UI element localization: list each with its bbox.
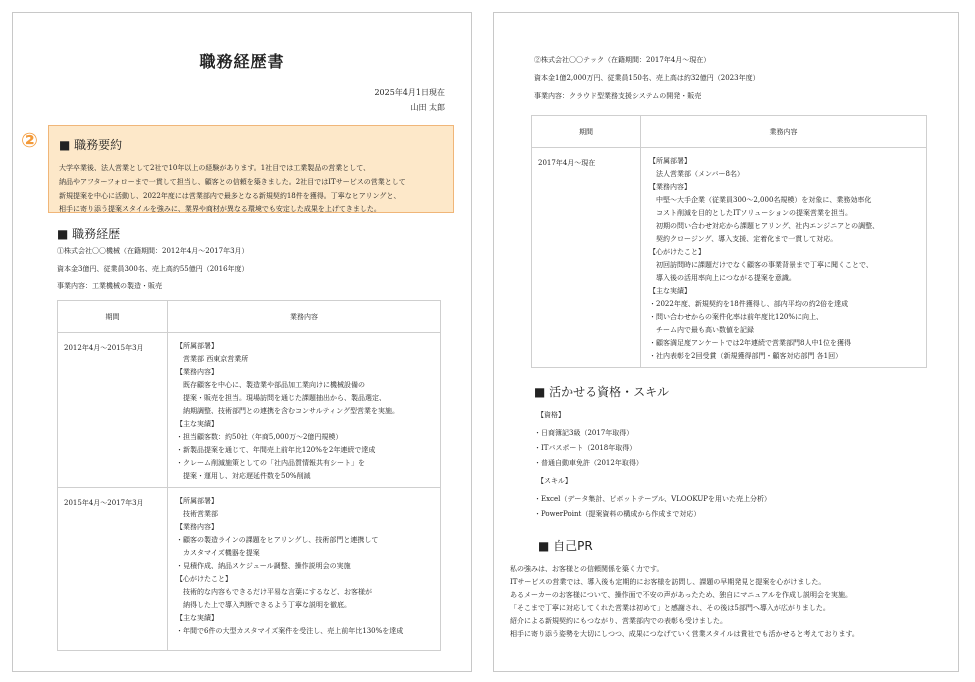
document-title: 職務経歴書 <box>199 52 285 71</box>
history-heading: ■ 職務経歴 <box>57 227 121 241</box>
qualifications-list: ・日商簿記3級（2017年取得） ・ITパスポート（2018年取得） ・普通自動車免許（2012年取得） <box>534 429 643 467</box>
qualifications-label: 【資格】 <box>537 411 565 419</box>
company-2-table <box>531 115 927 368</box>
document-date: 2025年4月1日現在 <box>374 88 445 97</box>
table-row <box>58 488 441 651</box>
row-period: 2017年4月〜現在 <box>532 148 641 368</box>
row-period: 2012年4月〜2015年3月 <box>58 333 168 488</box>
row-period: 2015年4月〜2017年3月 <box>58 488 168 651</box>
resume-page-2 <box>493 12 959 672</box>
table-row <box>532 148 927 368</box>
company-2-name: ②株式会社〇〇テック（在籍期間：2017年4月〜現在） <box>534 56 711 64</box>
company-1-name: ①株式会社〇〇機械（在籍期間：2012年4月〜2017年3月） <box>57 247 249 255</box>
company-1-business: 事業内容：工業機械の製造・販売 <box>57 282 162 290</box>
company-1-capital: 資本金3億円、従業員300名、売上高約55億円（2016年度） <box>57 265 249 273</box>
skills-list: ・Excel（データ集計、ピボットテーブル、VLOOKUPを用いた売上分析） ・PowerPoint（提案資料の構成から作成まで対応） <box>534 495 771 518</box>
summary-box <box>48 125 454 213</box>
document-date-block <box>374 85 445 115</box>
company-2-capital: 資本金1億2,000万円、従業員150名、売上高は約32億円（2023年度） <box>534 74 760 82</box>
pr-heading: ■ 自己PR <box>538 539 593 553</box>
summary-heading: ■ 職務要約 <box>59 138 123 152</box>
skills-label: 【スキル】 <box>537 477 572 485</box>
applicant-name: 山田 太郎 <box>410 103 445 112</box>
table-row <box>58 333 441 488</box>
row-content: 【所属部署】 法人営業部（メンバー8名） 【業務内容】 中堅〜大手企業（従業員300〜2,000名規模）を対象に、業務効率化 コスト削減を目的としたITソリューションの提案営業を担当。 初期の問い合わせ対応から課題ヒアリング、社内エンジニアとの調整、 契約クロージング、導入支援、定着化まで一貫して対応。 【心がけたこと】 初回訪問時に課題だけでなく顧客の事業背景まで丁寧に聞くことで、 導入後の活用率向上につながる提案を意識。 【主な実績】 ・2022年度、新規契約を18件獲得し、部内平均の約2倍を達成 ・問い合わせからの案件化率は前年度比120%に向上、 チーム内で最も高い数値を記録 ・顧客満足度アンケートでは2年連続で営業部門8人中1位を獲得 ・社内表彰を2回受賞（新規獲得部門・顧客対応部門 各1回） <box>641 148 927 368</box>
skills-heading: ■ 活かせる資格・スキル <box>534 385 670 399</box>
col-period: 期間 <box>532 116 641 148</box>
col-content: 業務内容 <box>168 301 441 333</box>
company-2-business: 事業内容：クラウド型業務支援システムの開発・販売 <box>534 92 702 100</box>
pr-body: 私の強みは、お客様との信頼関係を築く力です。 ITサービスの営業では、導入後も定期的にお客様を訪問し、課題の早期発見と提案を心がけました。 あるメーカーのお客様について、操作面で不安の声があったため、独自にマニュアルを作成し説明会を実施。 「そこまで丁寧に対応してくれた営業は初めて」と感謝され、その後は5部門へ導入が広がりました。 紹介による新規契約にもつながり、営業部内での表彰も受けました。 相手に寄り添う姿勢を大切にしつつ、成果につなげていく営業スタイルは貴社でも活かせると考えております。 <box>510 565 859 638</box>
resume-page-1 <box>12 12 472 672</box>
col-period: 期間 <box>58 301 168 333</box>
row-content: 【所属部署】 技術営業部 【業務内容】 ・顧客の製造ラインの課題をヒアリングし、技術部門と連携して カスタマイズ機器を提案 ・見積作成、納品スケジュール調整、操作説明会の実施 【心がけたこと】 技術的な内容もできるだけ平易な言葉にするなど、お客様が 納得した上で導入判断できるよう丁寧な説明を徹底。 【主な実績】 ・年間で6件の大型カスタマイズ案件を受注し、売上前年比130%を達成 <box>168 488 441 651</box>
summary-body: 大学卒業後、法人営業として2社で10年以上の経験があります。1社目では工業製品の営業として、 納品やアフターフォローまで一貫して担当し、顧客との信頼を築きました。2社目ではITサービスの営業として 新規提案を中心に活動し、2022年度には営業部内で最多となる新規契約18件を獲得。丁寧なヒアリングと、 相手に寄り添う提案スタイルを強みに、業界や商材が異なる環境でも安定した成果を上げてきました。 <box>59 164 406 214</box>
section-marker-icon: ② <box>21 128 38 152</box>
company-1-table <box>57 300 441 651</box>
col-content: 業務内容 <box>641 116 927 148</box>
row-content: 【所属部署】 営業部 西東京営業所 【業務内容】 既存顧客を中心に、製造業や部品加工業向けに機械設備の 提案・販売を担当。現場訪問を通じた課題抽出から、製品選定、 納期調整、技術部門との連携を含むコンサルティング型営業を実施。 【主な実績】 ・担当顧客数：約50社（年商5,000万〜2億円規模） ・新製品提案を通じて、年間売上前年比120%を2年連続で達成 ・クレーム削減施策としての「社内品質情報共有シート」を 提案・運用し、対応遅延件数を50%削減 <box>168 333 441 488</box>
